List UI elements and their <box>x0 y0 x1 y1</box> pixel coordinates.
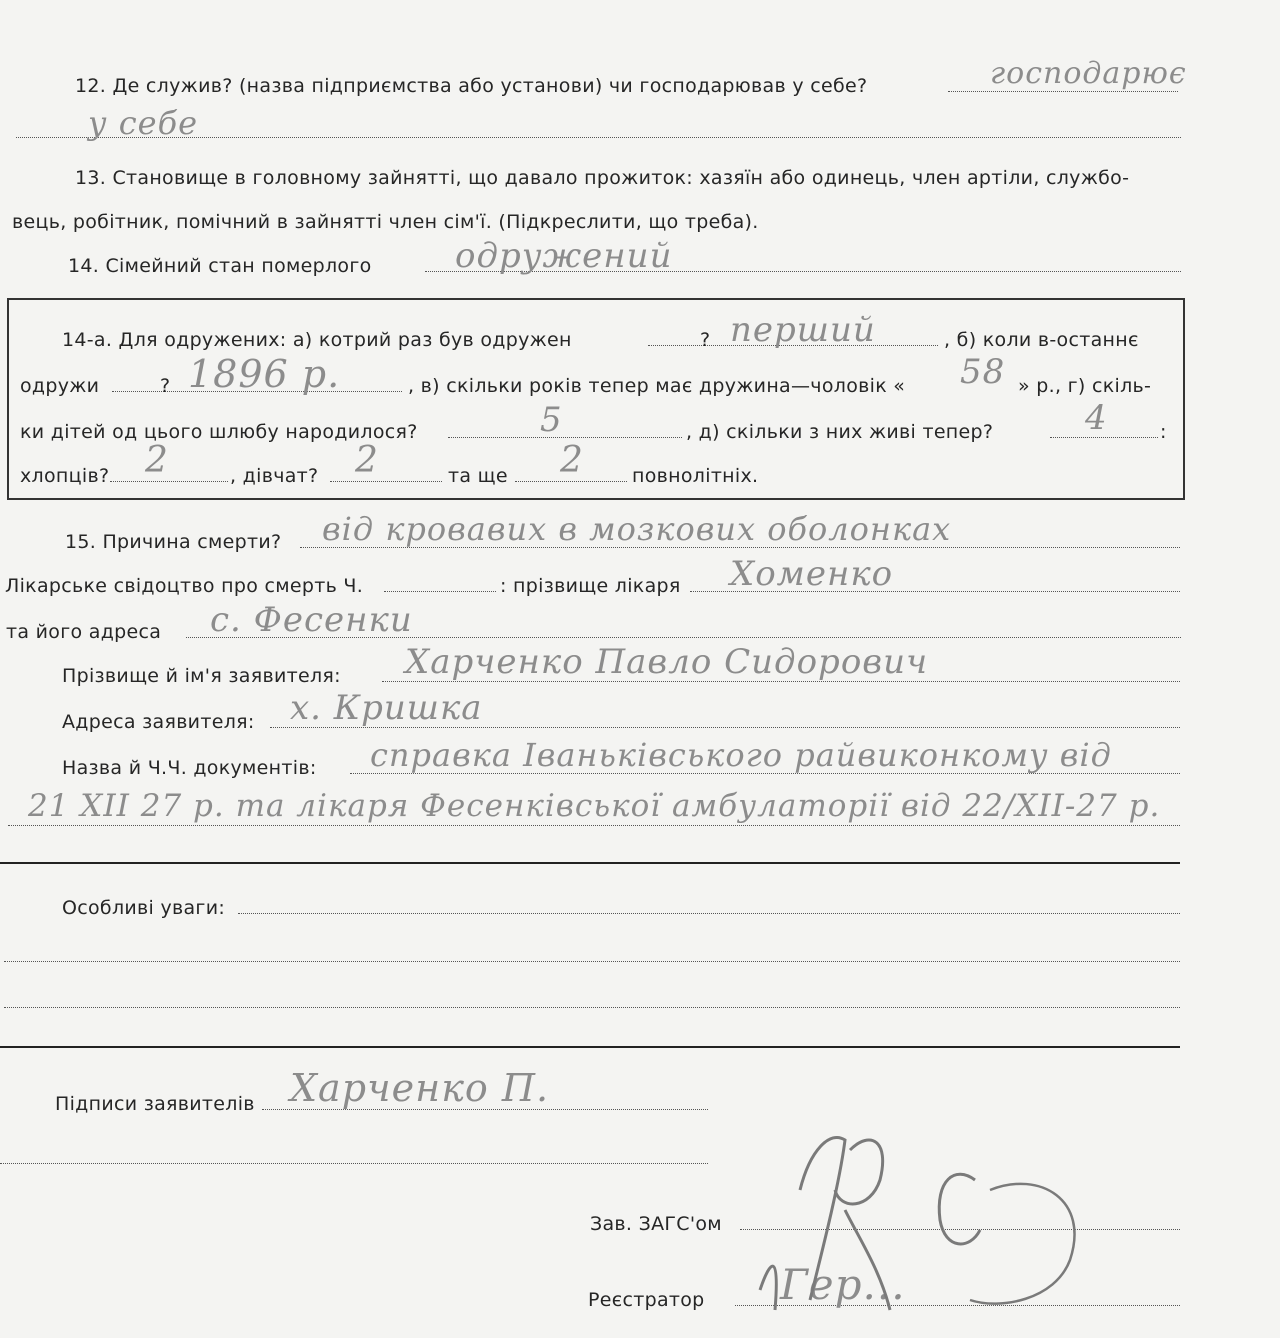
q14a-adult-label: повнолітніх. <box>632 465 759 487</box>
zags-signature-mark <box>740 1110 1100 1320</box>
section-divider-2 <box>0 1046 1180 1048</box>
section-divider-1 <box>0 862 1180 864</box>
q14a-e-answer: 4 <box>1085 398 1108 438</box>
q14a-c-tail: » р., г) скіль- <box>1018 375 1152 397</box>
zags-label: Зав. ЗАГС'ом <box>590 1213 722 1235</box>
q14a-a-q: ? <box>700 329 711 351</box>
q14a-a-answer: перший <box>730 310 876 350</box>
applicant-docs-answer-2: 21 XII 27 р. та лікаря Фесенківської амбулаторії від 22/XII-27 р. <box>28 788 1161 824</box>
q15-label: 15. Причина смерти? <box>65 531 282 553</box>
q14a-d-label: ки дітей од цього шлюбу народилося? <box>20 421 418 443</box>
q12-answer-1: господарює <box>990 56 1187 91</box>
doctor-surname-answer: Хоменко <box>730 554 894 594</box>
q12-label: 12. Де служив? (назва підприємства або установи) чи господарював у себе? <box>75 75 868 97</box>
q12-answer-2: у себе <box>88 104 199 142</box>
q14a-boys-dotline <box>110 464 228 488</box>
doctor-address-answer: с. Фесенки <box>210 600 413 640</box>
remarks-label: Особливі уваги: <box>62 897 226 919</box>
q14a-c-label: , в) скільки років тепер має дружина—чоловік « <box>408 375 906 397</box>
q14a-e-tail: : <box>1160 421 1167 443</box>
registrar-label: Реєстратор <box>588 1289 705 1311</box>
remarks-dotline-1 <box>238 896 1180 920</box>
q14a-c-answer: 58 <box>960 352 1006 392</box>
applicant-name-label: Прізвище й ім'я заявителя: <box>62 665 341 687</box>
q14-answer: одружений <box>455 236 673 276</box>
q14a-more-label: та ще <box>448 465 508 487</box>
q14a-b-label: , б) коли в-останнє <box>944 329 1139 351</box>
q14a-b-label-2: одружи <box>20 375 100 397</box>
q13-line-2: вець, робітник, помічний в зайнятті член сім'ї. (Підкреслити, що треба). <box>12 211 759 233</box>
q14a-boys-label: хлопців? <box>20 465 110 487</box>
remarks-dotline-3 <box>4 990 1180 1014</box>
applicant-name-answer: Харченко Павло Сидорович <box>405 642 929 682</box>
doctor-address-label: та його адреса <box>6 621 162 643</box>
q14a-girls-label: , дівчат? <box>230 465 319 487</box>
q14a-girls-answer: 2 <box>355 440 379 481</box>
doctor-cert-dotline <box>384 574 496 598</box>
q14-label: 14. Сімейний стан померлого <box>68 255 372 277</box>
registrar-signature: Гер... <box>780 1260 906 1309</box>
doctor-cert-label: Лікарське свідоцтво про смерть Ч. <box>5 575 364 597</box>
q14a-more-answer: 2 <box>560 440 584 481</box>
doctor-surname-label: : прізвище лікаря <box>500 575 681 597</box>
q15-answer: від кровавих в мозкових оболонках <box>322 510 952 548</box>
applicant-docs-label: Назва й Ч.Ч. документів: <box>62 757 317 779</box>
q14a-b-q: ? <box>160 375 171 397</box>
q14a-boys-answer: 2 <box>145 440 169 481</box>
q14a-d-answer: 5 <box>540 400 563 440</box>
applicant-address-label: Адреса заявителя: <box>62 711 255 733</box>
q14a-e-label: , д) скільки з них живі тепер? <box>686 421 994 443</box>
applicant-address-answer: х. Кришка <box>290 688 483 728</box>
applicant-docs-answer-1: справка Іваньківського райвиконкому від <box>370 736 1112 774</box>
applicant-sig-dotline-2 <box>0 1146 708 1170</box>
applicant-sig-label: Підписи заявителів <box>55 1093 255 1115</box>
q13-line-1: 13. Становище в головному зайнятті, що давало прожиток: хазяїн або одинець, член артіли, службо- <box>75 167 1130 189</box>
applicant-signature: Харченко П. <box>290 1066 550 1110</box>
remarks-dotline-2 <box>4 944 1180 968</box>
q14a-a-label: 14-а. Для одружених: а) котрий раз був одружен <box>62 329 572 351</box>
q14a-girls-dotline <box>330 464 442 488</box>
q14a-b-answer: 1896 р. <box>188 352 341 396</box>
